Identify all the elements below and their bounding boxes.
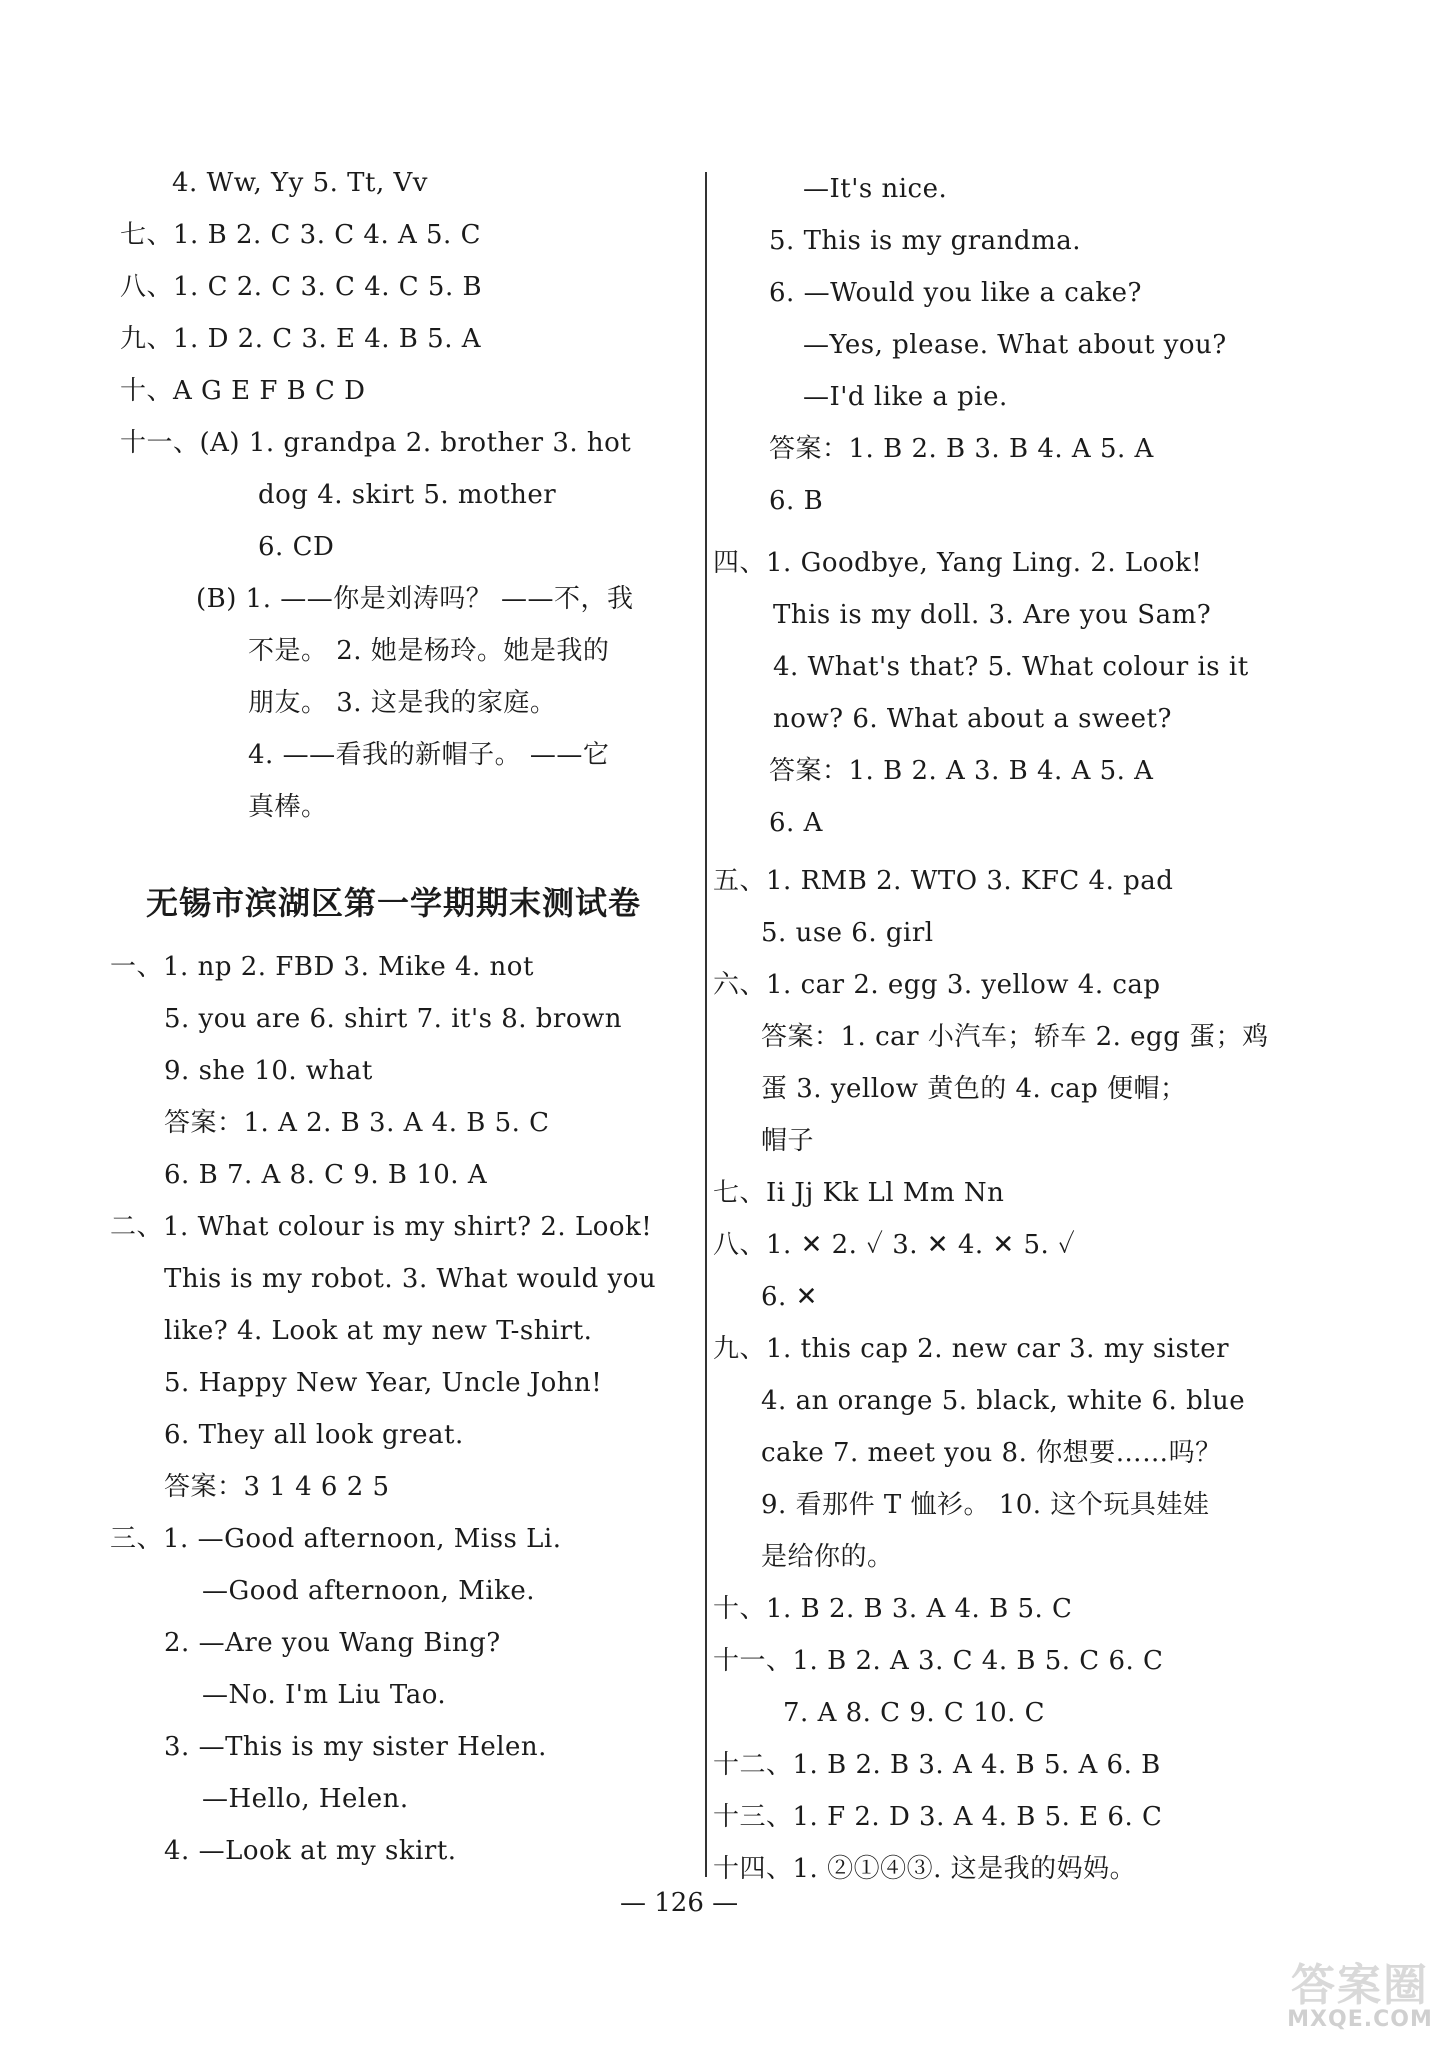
answer-line: 是给你的。 <box>761 1542 894 1572</box>
page-number: — 126 — <box>620 1888 739 1918</box>
watermark-url: MXQE.COM <box>1287 2007 1433 2032</box>
left-column <box>110 0 710 1900</box>
answer-line: cake 7. meet you 8. 你想要……吗？ <box>761 1438 1222 1468</box>
answer-line: 九、1. D 2. C 3. E 4. B 5. A <box>120 324 482 354</box>
answer-line: 一、1. np 2. FBD 3. Mike 4. not <box>110 952 534 982</box>
answer-line: 5. Happy New Year, Uncle John! <box>164 1368 603 1398</box>
answer-line: 答案：1. car 小汽车；轿车 2. egg 蛋；鸡 <box>761 1022 1269 1052</box>
answer-line: 四、1. Goodbye, Yang Ling. 2. Look! <box>713 548 1203 578</box>
answer-line: (B) 1. ——你是刘涛吗？ ——不，我 <box>196 584 634 614</box>
answer-line: 7. A 8. C 9. C 10. C <box>783 1698 1046 1728</box>
answer-line: This is my robot. 3. What would you <box>164 1264 657 1294</box>
answer-line: —It's nice. <box>803 174 948 204</box>
answer-line: 三、1. —Good afternoon, Miss Li. <box>110 1524 562 1554</box>
answer-line: 六、1. car 2. egg 3. yellow 4. cap <box>713 970 1161 1000</box>
answer-line: dog 4. skirt 5. mother <box>258 480 557 510</box>
watermark-logo <box>1286 1949 1434 2041</box>
answer-line: This is my doll. 3. Are you Sam? <box>773 600 1212 630</box>
answer-line: 七、Ii Jj Kk Ll Mm Nn <box>713 1178 1005 1208</box>
answer-line: 9. 看那件 T 恤衫。 10. 这个玩具娃娃 <box>761 1490 1210 1520</box>
answer-line: 答案：3 1 4 6 2 5 <box>164 1472 390 1502</box>
answer-line: 6. They all look great. <box>164 1420 464 1450</box>
answer-line: 十一、1. B 2. A 3. C 4. B 5. C 6. C <box>713 1646 1164 1676</box>
answer-line: now? 6. What about a sweet? <box>773 704 1172 734</box>
answer-line: 6. A <box>769 808 823 838</box>
right-column <box>713 0 1313 1900</box>
answer-line: 6. —Would you like a cake? <box>769 278 1142 308</box>
answer-line: 2. —Are you Wang Bing? <box>164 1628 501 1658</box>
answer-line: 十四、1. ②①④③. 这是我的妈妈。 <box>713 1854 1137 1884</box>
answer-line: 6. B <box>769 486 824 516</box>
answer-line: 十二、1. B 2. B 3. A 4. B 5. A 6. B <box>713 1750 1161 1780</box>
answer-line: 十、A G E F B C D <box>120 376 366 406</box>
answer-line: 3. —This is my sister Helen. <box>164 1732 547 1762</box>
answer-line: 4. What's that? 5. What colour is it <box>773 652 1249 682</box>
answer-line: 十一、(A) 1. grandpa 2. brother 3. hot <box>120 428 632 458</box>
answer-line: 5. This is my grandma. <box>769 226 1081 256</box>
answer-line: 4. —Look at my skirt. <box>164 1836 457 1866</box>
answer-line: 6. CD <box>258 532 335 562</box>
answer-line: 二、1. What colour is my shirt? 2. Look! <box>110 1212 653 1242</box>
answer-line: 蛋 3. yellow 黄色的 4. cap 便帽； <box>761 1074 1187 1104</box>
section-title: 无锡市滨湖区第一学期期末测试卷 <box>146 884 642 922</box>
answer-line: 答案：1. B 2. B 3. B 4. A 5. A <box>769 434 1154 464</box>
answer-line: 帽子 <box>761 1126 815 1156</box>
answer-line: —Hello, Helen. <box>202 1784 409 1814</box>
answer-line: 答案：1. A 2. B 3. A 4. B 5. C <box>164 1108 550 1138</box>
answer-line: 真棒。 <box>248 792 328 822</box>
watermark-logo-text: 答案圈 <box>1291 1960 1429 2011</box>
answer-line: 4. ——看我的新帽子。 ——它 <box>248 740 610 770</box>
answer-line: 5. you are 6. shirt 7. it's 8. brown <box>164 1004 623 1034</box>
answer-line: 4. an orange 5. black, white 6. blue <box>761 1386 1246 1416</box>
answer-line: 九、1. this cap 2. new car 3. my sister <box>713 1334 1230 1364</box>
answer-line: 十三、1. F 2. D 3. A 4. B 5. E 6. C <box>713 1802 1163 1832</box>
answer-line: —Yes, please. What about you? <box>803 330 1227 360</box>
answer-line: 4. Ww, Yy 5. Tt, Vv <box>172 168 428 198</box>
answer-line: —I'd like a pie. <box>803 382 1008 412</box>
answer-line: 八、1. C 2. C 3. C 4. C 5. B <box>120 272 483 302</box>
answer-line: 5. use 6. girl <box>761 918 934 948</box>
answer-line: 朋友。 3. 这是我的家庭。 <box>248 688 557 718</box>
answer-line: 不是。 2. 她是杨玲。她是我的 <box>248 636 610 666</box>
answer-line: 答案：1. B 2. A 3. B 4. A 5. A <box>769 756 1154 786</box>
answer-line: like? 4. Look at my new T-shirt. <box>164 1316 593 1346</box>
answer-line: 五、1. RMB 2. WTO 3. KFC 4. pad <box>713 866 1174 896</box>
answer-line: 十、1. B 2. B 3. A 4. B 5. C <box>713 1594 1073 1624</box>
answer-line: 6. ✕ <box>761 1282 818 1312</box>
answer-line: 9. she 10. what <box>164 1056 373 1086</box>
answer-line: —Good afternoon, Mike. <box>202 1576 536 1606</box>
answer-line: —No. I'm Liu Tao. <box>202 1680 447 1710</box>
answer-line: 6. B 7. A 8. C 9. B 10. A <box>164 1160 488 1190</box>
answer-line: 八、1. ✕ 2. ✓ 3. ✕ 4. ✕ 5. ✓ <box>713 1230 1076 1260</box>
answer-line: 七、1. B 2. C 3. C 4. A 5. C <box>120 220 481 250</box>
